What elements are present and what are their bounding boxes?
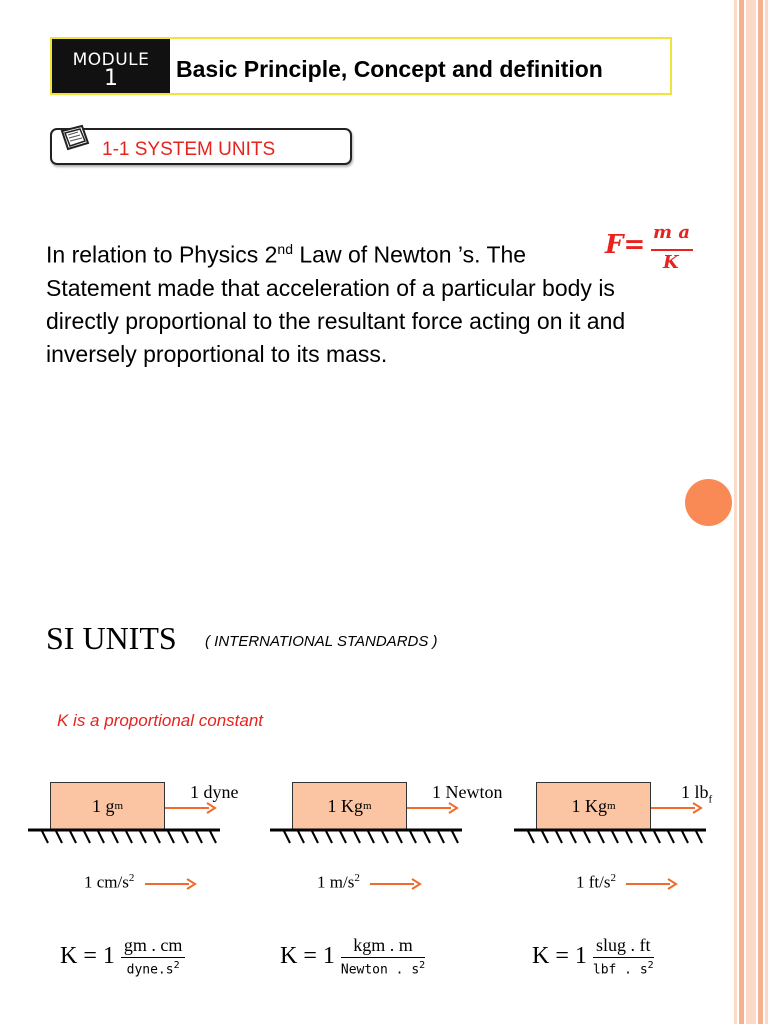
accel-value: 1 ft/s — [576, 872, 611, 892]
k-equation-cgs — [60, 935, 185, 977]
k-equation-english — [532, 935, 654, 977]
mass-subscript: m — [606, 800, 616, 812]
intro-ordinal-sup: nd — [277, 241, 293, 257]
mass-value: 1 Kg — [571, 795, 607, 816]
k-numerator: gm . cm — [121, 935, 186, 958]
force-value: 1 lb — [681, 782, 709, 802]
mass-value: 1 Kg — [327, 795, 363, 816]
module-badge — [52, 39, 170, 93]
acceleration-label — [576, 872, 678, 893]
ground-hatch — [270, 828, 470, 848]
k-lead: K = 1 — [280, 942, 335, 969]
formula-numerator: m a — [653, 222, 690, 243]
force-label: 1 dyne — [190, 782, 239, 802]
k-den-text: dyne.s — [126, 962, 174, 978]
accel-exponent: 2 — [610, 872, 616, 884]
formula-fraction-bar — [651, 249, 693, 251]
si-title: SI UNITS — [46, 620, 177, 656]
side-stripes — [734, 0, 768, 1024]
intro-text-part2: Law of Newton ’s. The — [292, 241, 527, 268]
formula-lhs: F= — [605, 230, 646, 260]
module-title: Basic Principle, Concept and definition — [176, 56, 603, 82]
mass-value: 1 g — [91, 795, 115, 816]
notebook-icon — [58, 123, 92, 158]
intro-text-part1: In relation to Physics 2 — [46, 241, 278, 268]
k-fraction — [341, 935, 425, 977]
section-label: 1-1 SYSTEM UNITS — [102, 139, 276, 160]
k-den-text: Newton . s — [340, 962, 420, 978]
k-fraction — [121, 935, 186, 977]
accel-arrow — [626, 878, 678, 890]
accel-exponent: 2 — [354, 872, 360, 884]
accel-arrow — [370, 878, 422, 890]
accel-exponent: 2 — [128, 872, 135, 884]
acceleration-label — [317, 872, 422, 893]
force-label — [681, 782, 712, 806]
acceleration-label — [84, 872, 197, 893]
mass-block — [292, 782, 407, 830]
intro-text-rest: Statement made that acceleration of a particular body is directly proportional to the resultant force acting on it and inversely proportional to its mass. — [46, 274, 626, 367]
mass-block — [50, 782, 165, 830]
si-subtitle: ( INTERNATIONAL STANDARDS ) — [205, 633, 438, 650]
k-denominator — [593, 958, 654, 977]
k-lead: K = 1 — [60, 942, 115, 969]
mass-subscript: m — [114, 800, 124, 812]
module-badge-number: 1 — [104, 66, 118, 91]
k-den-exponent: 2 — [173, 960, 180, 971]
k-den-text: lbf . s — [592, 962, 648, 978]
accel-arrow — [145, 878, 197, 890]
force-subscript: f — [708, 793, 713, 806]
force-arrow — [407, 802, 459, 814]
section-heading-box — [50, 128, 352, 165]
module-badge-word: MODULE — [72, 50, 150, 70]
k-den-exponent: 2 — [647, 960, 654, 971]
intro-paragraph — [46, 233, 676, 371]
k-equation-si — [280, 935, 425, 977]
accel-value: 1 m/s — [317, 872, 355, 892]
k-numerator: slug . ft — [593, 935, 654, 958]
formula-denominator: K — [663, 252, 679, 273]
si-diagram — [270, 780, 503, 860]
k-denominator — [341, 958, 425, 977]
force-label: 1 Newton — [432, 782, 503, 802]
decorative-circle — [685, 479, 732, 526]
accel-value: 1 cm/s — [84, 872, 129, 892]
mass-subscript: m — [362, 800, 372, 812]
ground-hatch — [514, 828, 714, 848]
mass-block — [536, 782, 651, 830]
module-header — [50, 37, 672, 95]
k-den-exponent: 2 — [419, 960, 426, 971]
k-denominator — [121, 958, 186, 977]
k-note: K is a proportional constant — [57, 711, 264, 730]
english-diagram — [514, 780, 724, 860]
ground-hatch — [28, 828, 228, 848]
k-lead: K = 1 — [532, 942, 587, 969]
force-arrow — [165, 802, 217, 814]
k-fraction — [593, 935, 654, 977]
k-numerator: kgm . m — [341, 935, 425, 958]
cgs-diagram — [28, 780, 238, 860]
